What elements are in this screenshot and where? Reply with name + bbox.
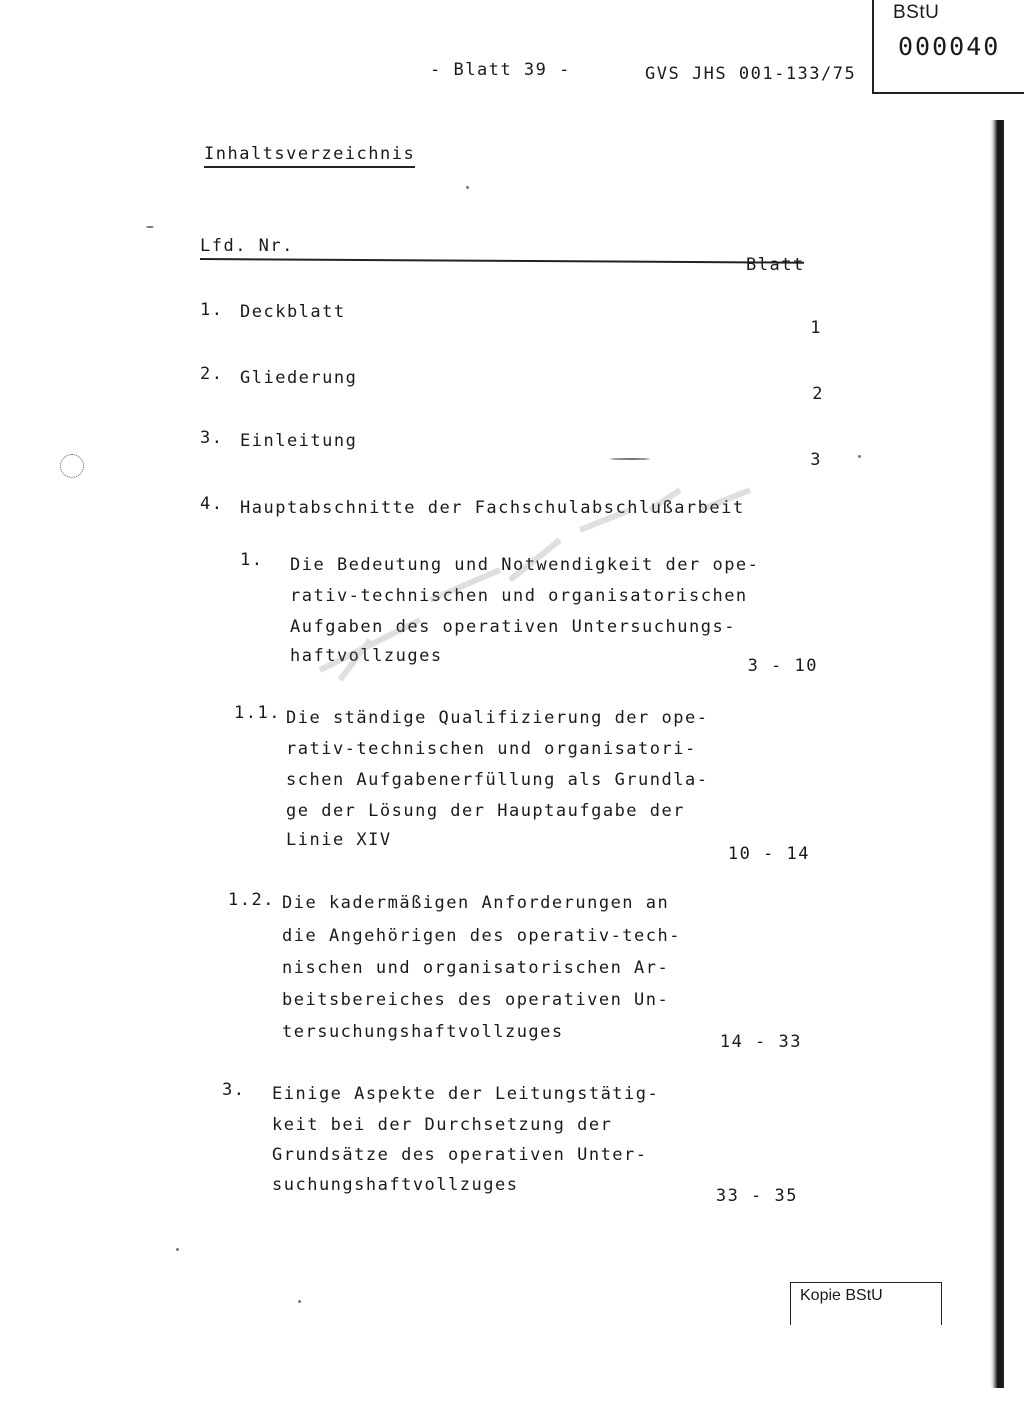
scan-speck: [298, 1300, 301, 1303]
toc-entry-page: 1: [810, 318, 822, 338]
archive-page-number: 000040: [898, 32, 1001, 61]
column-header-number: Lfd. Nr.: [200, 236, 294, 256]
toc-entry-text: Die kadermäßigen Anforderungen an: [282, 893, 670, 913]
page-number: - Blatt 39 -: [430, 60, 571, 80]
toc-entry-text: suchungshaftvollzuges: [272, 1175, 519, 1195]
toc-entry-page: 33 - 35: [715, 1186, 798, 1206]
toc-entry-number: 3.: [200, 428, 224, 448]
toc-entry-text: Linie XIV: [286, 830, 392, 850]
toc-entry-number: 4.: [200, 494, 224, 514]
toc-entry-page: 10 - 14: [727, 844, 810, 864]
toc-entry-text: Aufgaben des operativen Untersuchungs-: [290, 617, 736, 637]
round-stamp-mark: [60, 454, 84, 478]
toc-entry-text: Die Bedeutung und Notwendigkeit der ope-: [290, 555, 760, 575]
copy-stamp-label: Kopie BStU: [800, 1287, 883, 1304]
toc-entry-text: rativ-technischen und organisatorischen: [290, 586, 748, 606]
scan-speck: [466, 186, 469, 189]
scan-speck: [176, 1248, 179, 1251]
toc-entry-page: 2: [812, 384, 824, 404]
toc-entry-text: ge der Lösung der Hauptaufgabe der: [286, 801, 685, 821]
toc-entry-text: Einleitung: [240, 431, 358, 451]
document-reference: GVS JHS 001-133/75: [645, 64, 857, 84]
toc-entry-page: 3: [810, 450, 822, 470]
toc-entry-number: 2.: [200, 364, 224, 384]
archive-office-label: BStU: [893, 2, 940, 23]
scan-speck: [610, 458, 650, 460]
toc-entry-text: Hauptabschnitte der Fachschulabschlußarbeit: [240, 498, 745, 518]
toc-entry-text: Deckblatt: [240, 302, 346, 322]
scan-edge: [990, 120, 1004, 1388]
toc-entry-page: 14 - 33: [719, 1032, 802, 1052]
toc-entry-number: 1.1.: [234, 703, 281, 723]
toc-entry-text: beitsbereiches des operativen Un-: [282, 990, 670, 1010]
toc-entry-number: 1.: [200, 300, 224, 320]
toc-entry-page: 3 - 10: [747, 656, 818, 676]
toc-entry-text: schen Aufgabenerfüllung als Grundla-: [286, 770, 709, 790]
toc-entry-text: rativ-technischen und organisatori-: [286, 739, 697, 759]
toc-entry-text: nischen und organisatorischen Ar-: [282, 958, 670, 978]
toc-entry-text: die Angehörigen des operativ-tech-: [282, 926, 681, 946]
toc-entry-text: Die ständige Qualifizierung der ope-: [286, 708, 709, 728]
toc-title: Inhaltsverzeichnis: [204, 144, 415, 168]
scan-speck: [146, 226, 154, 228]
faded-stamp-mark: [300, 470, 770, 700]
toc-entry-text: Grundsätze des operativen Unter-: [272, 1145, 648, 1165]
toc-entry-text: haftvollzuges: [290, 646, 443, 666]
toc-entry-text: tersuchungshaftvollzuges: [282, 1022, 564, 1042]
toc-entry-text: keit bei der Durchsetzung der: [272, 1115, 613, 1135]
toc-entry-text: Gliederung: [240, 368, 358, 388]
toc-entry-text: Einige Aspekte der Leitungstätig-: [272, 1084, 660, 1104]
toc-entry-number: 3.: [222, 1080, 246, 1100]
column-header-page: Blatt: [746, 255, 805, 275]
header-rule: [200, 258, 804, 264]
toc-entry-number: 1.: [240, 550, 264, 570]
toc-entry-number: 1.2.: [228, 890, 275, 910]
scan-speck: [858, 455, 861, 458]
